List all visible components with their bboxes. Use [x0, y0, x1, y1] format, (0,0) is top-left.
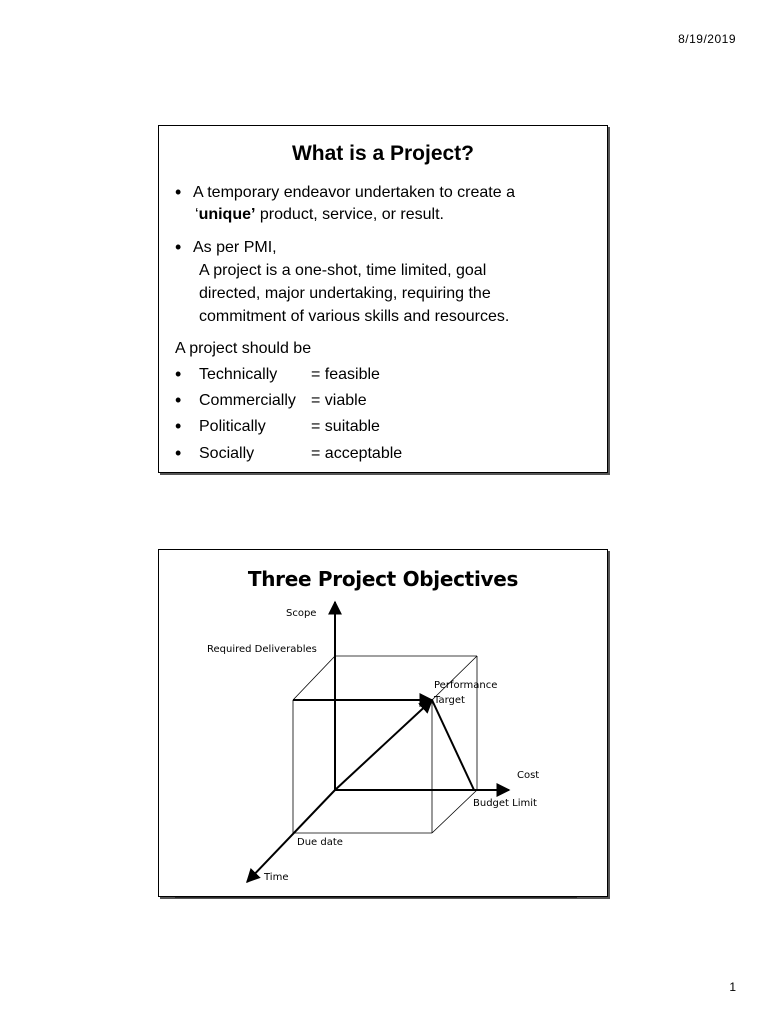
pmi-definition-line: A project is a one-shot, time limited, goal: [199, 262, 487, 279]
bullet-dot-icon: •: [175, 237, 182, 257]
pmi-definition-line: commitment of various skills and resources.: [199, 308, 510, 325]
should-be-heading: A project should be: [175, 340, 312, 357]
cube-edge: [432, 656, 477, 700]
criteria-key: Technically: [199, 366, 278, 383]
criteria-value: = feasible: [311, 366, 380, 383]
cube-edge: [432, 790, 477, 833]
objectives-cube-diagram: [159, 550, 609, 898]
criteria-value: = suitable: [311, 418, 380, 435]
criteria-key: Commercially: [199, 392, 296, 409]
cube-edge: [293, 656, 335, 700]
label-scope: Scope: [286, 608, 317, 619]
label-budget-limit: Budget Limit: [473, 798, 537, 809]
bullet-text: A temporary endeavor undertaken to create a: [193, 184, 515, 201]
criteria-key: Politically: [199, 418, 266, 435]
label-time: Time: [264, 872, 289, 883]
label-performance: Performance: [434, 680, 498, 691]
bullet-text: As per PMI,: [193, 239, 277, 256]
bullet-dot-icon: •: [175, 182, 182, 202]
slide-three-project-objectives: [158, 549, 608, 897]
criteria-key: Socially: [199, 445, 255, 462]
criteria-value: = viable: [311, 392, 367, 409]
bullet-dot-icon: •: [175, 390, 182, 410]
bullet-dot-icon: •: [175, 364, 182, 384]
pmi-definition-line: directed, major undertaking, requiring the: [199, 285, 491, 302]
label-due-date: Due date: [297, 837, 343, 848]
label-cost: Cost: [517, 770, 540, 781]
bullet-dot-icon: •: [175, 416, 182, 436]
page-number: 1: [729, 980, 736, 994]
slide-title: Three Project Objectives: [247, 567, 519, 591]
performance-lines: [293, 700, 474, 790]
bullet-dot-icon: •: [175, 443, 182, 463]
slide-title: What is a Project?: [291, 142, 475, 165]
label-target: Target: [434, 695, 465, 706]
bullet-text-line2: ‘unique’ product, service, or result.: [195, 206, 444, 223]
emphasis-unique: unique’: [198, 206, 256, 223]
label-required-deliverables: Required Deliverables: [207, 644, 317, 655]
document-date: 8/19/2019: [678, 32, 736, 46]
target-to-budget-line: [432, 700, 474, 790]
slide-what-is-a-project: [158, 125, 608, 473]
origin-to-target-line: [335, 700, 432, 790]
time-axis: [247, 790, 335, 882]
criteria-value: = acceptable: [311, 445, 403, 462]
